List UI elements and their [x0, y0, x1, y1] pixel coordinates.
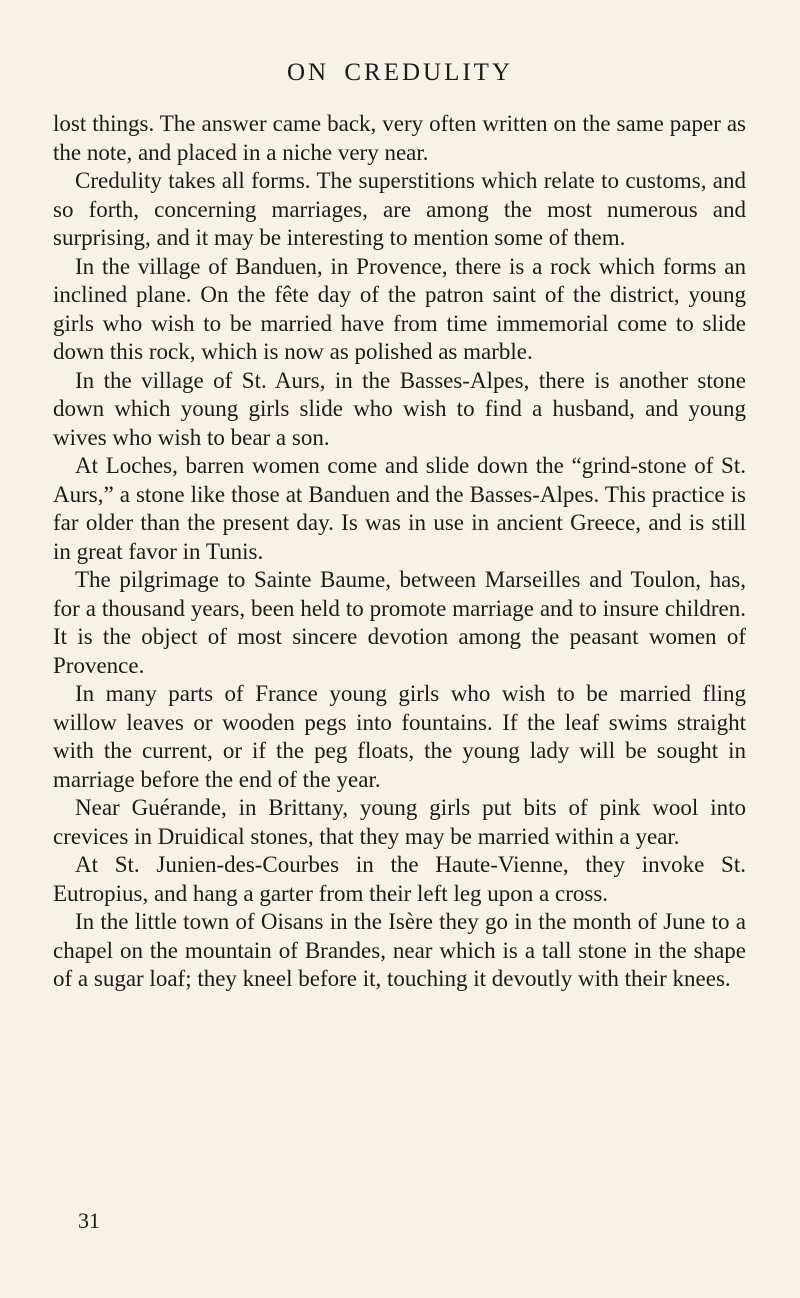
page-number: 31 [78, 1208, 100, 1233]
paragraph: In many parts of France young girls who wish to be married fling willow leaves or wooden pegs into fountains. If the leaf swims straight with the current, or if the peg floats, the young lady will be sought in marriage before the end of the year. [53, 681, 746, 792]
paragraph: In the village of Banduen, in Provence, there is a rock which forms an inclined plane. On the fête day of the patron saint of the district, young girls who wish to be married have from time immemorial come to slide down this rock, which is now as polished as marble. [53, 253, 746, 364]
paragraph: lost things. The answer came back, very often written on the same paper as the note, and placed in a niche very near. [53, 111, 746, 165]
running-head: ON CREDULITY [286, 59, 513, 86]
paragraph: Credulity takes all forms. The superstitions which relate to customs, and so forth, concerning marriages, are among the most numerous and surprising, and it may be interesting to mention some of them. [53, 168, 746, 250]
paragraph: At St. Junien-des-Courbes in the Haute-Vienne, they invoke St. Eutropius, and hang a garter from their left leg upon a cross. [53, 852, 746, 906]
paragraph: Near Guérande, in Brittany, young girls put bits of pink wool into crevices in Druidical stones, that they may be married within a year. [53, 795, 746, 849]
paragraph: The pilgrimage to Sainte Baume, between Marseilles and Toulon, has, for a thousand years, been held to promote marriage and to insure children. It is the object of most sincere devotion among the peasant women of Provence. [53, 567, 746, 678]
paragraph: In the village of St. Aurs, in the Basses-Alpes, there is another stone down which young girls slide who wish to find a husband, and young wives who wish to bear a son. [53, 367, 746, 450]
paragraph: At Loches, barren women come and slide down the “grind-stone of St. Aurs,” a stone like those at Banduen and the Basses-Alpes. This practice is far older than the present day. Is was in use in ancient Greece, and is still in great favor in Tunis. [53, 453, 746, 564]
paragraph: In the little town of Oisans in the Isère they go in the month of June to a chapel on the mountain of Brandes, near which is a tall stone in the shape of a sugar loaf; they kneel before it, touching it devoutly with their knees. [53, 909, 746, 991]
body-text [53, 110, 746, 994]
